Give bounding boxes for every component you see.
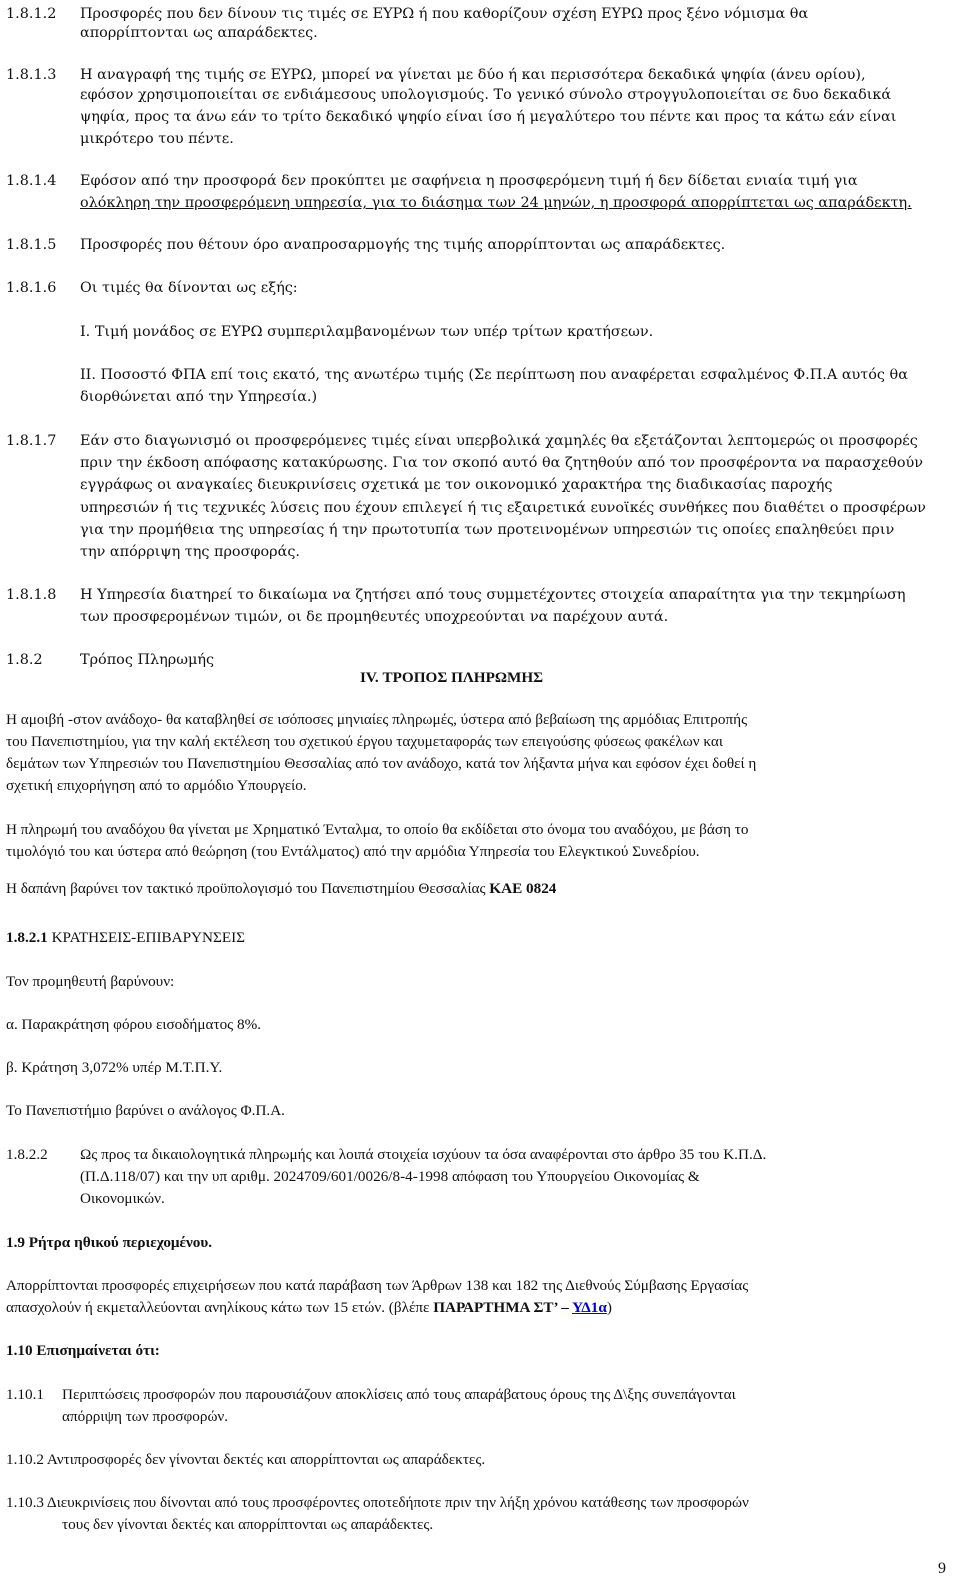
item-text: Εάν στο διαγωνισμό οι προσφερόμενες τιμές είναι υπερβολικά χαμηλές θα εξετάζονται λεπτομερώς οι προσφορές [80,433,918,449]
ethics-heading: 1.9 Ρήτρα ηθικού περιεχομένου. [6,1234,213,1251]
ethics-text: Απορρίπτονται προσφορές επιχειρήσεων που κατά παράβαση των Άρθρων 138 και 182 της Διεθνούς Σύμβασης Εργασίας [6,1277,749,1294]
kratiseis-item: Το Πανεπιστήμιο βαρύνει ο ανάλογος Φ.Π.Α. [6,1102,285,1119]
item-number: 1.8.2.2 [6,1146,48,1163]
item-text: απορρίπτονται ως απαράδεκτες. [80,25,318,41]
kratiseis-heading-text: ΚΡΑΤΗΣΕΙΣ-ΕΠΙΒΑΡΥΝΣΕΙΣ [47,929,246,946]
item-text: πριν την έκδοση απόφασης κατακύρωσης. Για τον σκοπό αυτό θα ζητηθούν από τον προσφέροντα να παρασχεθούν [80,455,923,471]
annex-link[interactable]: ΥΔ1α [572,1299,607,1316]
note-number: 1.10.1 [6,1386,44,1403]
item-text: Τρόπος Πληρωμής [80,652,214,668]
payment-text: Η αμοιβή -στον ανάδοχο- θα καταβληθεί σε ισόποσες μηνιαίες πληρωμές, ύστερα από βεβαίωση της αρμόδιας Επιτροπής [6,711,748,728]
sub-item: ΙΙ. Ποσοστό ΦΠΑ επί τοις εκατό, της ανωτέρω τιμής (Σε περίπτωση που αναφέρεται εσφαλμένος Φ.Π.Α αυτός θα [80,367,908,383]
item-text: ολόκληρη την προσφερόμενη υπηρεσία, για το διάσημα των 24 μηνών, η προσφορά απορρίπτεται ως απαράδεκτη. [80,195,912,211]
note-text: 1.10.3 Διευκρινίσεις που δίνονται από τους προσφέροντες οποτεδήποτε πριν την λήξη χρόνου κατάθεσης των προσφορών [6,1494,749,1511]
payment-text: σχετική επιχορήγηση από το αρμόδιο Υπουργείο. [6,777,307,794]
note-text: 1.10.2 Αντιπροσφορές δεν γίνονται δεκτές και απορρίπτονται ως απαράδεκτες. [6,1451,486,1468]
budget-text: Η δαπάνη βαρύνει τον τακτικό προϋπολογισμό του Πανεπιστημίου Θεσσαλίας [6,880,490,897]
item-text: εφόσον χρησιμοποιείται σε ενδιάμεσους υπολογισμούς. Το γενικό σύνολο στρογγυλοποιείται σε δυο δεκαδικά [80,87,892,103]
sub-item: Ι. Τιμή μονάδος σε ΕΥΡΩ συμπεριλαμβανομένων των υπέρ τρίτων κρατήσεων. [80,324,654,340]
item-number: 1.8.2 [6,652,43,668]
item-text: ψηφία, προς τα άνω εάν το τρίτο δεκαδικό ψηφίο είναι ίσο ή μεγαλύτερο του πέντε και προς τα κάτω εάν είναι [80,109,897,125]
closing-paren: ) [606,1299,612,1316]
dash: – [557,1299,573,1316]
item-text: μικρότερο του πέντε. [80,131,234,147]
sub-item: διορθώνεται από την Υπηρεσία.) [80,389,318,405]
item-number: 1.8.1.7 [6,433,57,449]
item-text: εγγράφως οι αναγκαίες διευκρινίσεις σχετικά με τον οικονομικό χαρακτήρα της διαδικασίας παροχής [80,477,833,493]
note-text: Περιπτώσεις προσφορών που παρουσιάζουν αποκλίσεις από τους απαράβατους όρους της Δ\ξης συνεπάγονται [62,1386,736,1403]
item-number: 1.8.1.8 [6,587,57,603]
payment-text: δεμάτων των Υπηρεσιών του Πανεπιστημίου Θεσσαλίας από τον ανάδοχο, κατά τον λήξαντα μήνα και εφόσον έχει δοθεί η [6,755,757,772]
item-text: (Π.Δ.118/07) και την υπ αριθμ. 2024709/601/0026/8-4-1998 απόφαση του Υπουργείου Οικονομίας & [80,1168,700,1185]
kratiseis-intro: Τον προμηθευτή βαρύνουν: [6,973,175,990]
item-text: Οι τιμές θα δίνονται ως εξής: [80,280,298,296]
item-text: Η Υπηρεσία διατηρεί το δικαίωμα να ζητήσει από τους συμμετέχοντες στοιχεία απαραίτητα για την τεκμηρίωση [80,587,906,603]
annex-reference: ΠΑΡΑΡΤΗΜΑ ΣΤ’ [433,1299,558,1316]
ethics-text: απασχολούν ή εκμεταλλεύονται ανηλίκους κάτω των 15 ετών. (βλέπε [6,1299,434,1316]
item-number: 1.8.1.5 [6,237,57,253]
section-heading: IV. ΤΡΟΠΟΣ ΠΛΗΡΩΜΗΣ [360,669,544,686]
kratiseis-item: β. Κράτηση 3,072% υπέρ Μ.Τ.Π.Υ. [6,1059,223,1076]
ethics-text-line [6,1299,612,1317]
item-text: Ως προς τα δικαιολογητικά πληρωμής και λοιπά στοιχεία ισχύουν τα όσα αναφέρονται στο άρθρο 35 του Κ.Π.Δ. [80,1146,767,1163]
payment-text: Η πληρωμή του αναδόχου θα γίνεται με Χρηματικό Ένταλμα, το οποίο θα εκδίδεται στο όνομα του αναδόχου, με βάση το [6,821,749,838]
kratiseis-item: α. Παρακράτηση φόρου εισοδήματος 8%. [6,1016,262,1033]
item-text: υπηρεσιών ή τις τεχνικές λύσεις που έχουν επιλεγεί ή τις εξαιρετικά ευνοϊκές συνθήκες που διαθέτει ο προσφέρων [80,500,926,516]
item-text: την απόρριψη της προσφοράς. [80,544,300,560]
kratiseis-heading [6,929,245,947]
item-text: Προσφορές που θέτουν όρο αναπροσαρμογής της τιμής απορρίπτονται ως απαράδεκτες. [80,237,726,253]
payment-text: του Πανεπιστημίου, για την καλή εκτέλεση του σχετικού έργου ταχυμεταφοράς των επειγούσης φύσεως φακέλων και [6,733,723,750]
item-number: 1.8.1.4 [6,173,57,189]
budget-code: ΚΑΕ 0824 [489,880,557,897]
notes-heading: 1.10 Επισημαίνεται ότι: [6,1342,160,1359]
payment-text: τιμολόγιό του και ύστερα από θεώρηση (του Εντάλματος) από την αρμόδια Υπηρεσία του Ελεγκτικού Συνεδρίου. [6,843,700,860]
item-text: Προσφορές που δεν δίνουν τις τιμές σε ΕΥΡΩ ή που καθορίζουν σχέση ΕΥΡΩ προς ξένο νόμισμα θα [80,6,809,22]
budget-line [6,880,556,898]
item-number: 1.8.1.6 [6,280,57,296]
note-text: τους δεν γίνονται δεκτές και απορρίπτονται ως απαράδεκτες. [62,1516,434,1533]
kratiseis-heading-number: 1.8.2.1 [6,929,48,946]
item-number: 1.8.1.3 [6,67,57,83]
item-text: των προσφερομένων τιμών, οι δε προμηθευτές υποχρεούνται να παρέχουν αυτά. [80,609,669,625]
item-text: Εφόσον από την προσφορά δεν προκύπτει με σαφήνεια η προσφερόμενη τιμή ή δεν δίδεται ενιαία τιμή για [80,173,858,189]
item-text: Η αναγραφή της τιμής σε ΕΥΡΩ, μπορεί να γίνεται με δύο ή και περισσότερα δεκαδικά ψηφία (άνευ ορίου), [80,67,866,83]
item-text: για την προμήθεια της υπηρεσίας ή την πρωτοτυπία των προτεινομένων υπηρεσιών τις οποίες επαληθεύει πριν [80,522,895,538]
note-text: απόρριψη των προσφορών. [62,1408,229,1425]
page-number: 9 [938,1560,946,1577]
item-text: Οικονομικών. [80,1190,165,1207]
item-number: 1.8.1.2 [6,6,57,22]
